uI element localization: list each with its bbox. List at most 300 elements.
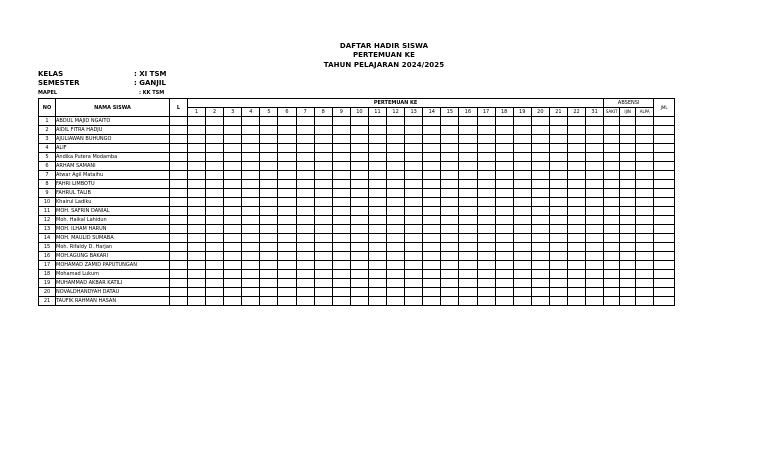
attendance-cell [332, 144, 350, 153]
attendance-cell [423, 225, 441, 234]
attendance-cell [405, 261, 423, 270]
attendance-cell [654, 243, 675, 252]
attendance-cell [604, 198, 620, 207]
attendance-cell [459, 198, 477, 207]
attendance-cell [549, 297, 567, 306]
attendance-cell [314, 243, 332, 252]
attendance-cell [188, 198, 206, 207]
attendance-cell [636, 270, 654, 279]
day-number-header: 9 [332, 108, 350, 117]
attendance-cell [314, 234, 332, 243]
attendance-cell [350, 297, 368, 306]
attendance-cell [350, 288, 368, 297]
attendance-cell [260, 180, 278, 189]
attendance-cell [405, 189, 423, 198]
attendance-cell [441, 243, 459, 252]
attendance-cell [405, 126, 423, 135]
attendance-cell [188, 180, 206, 189]
attendance-cell [654, 261, 675, 270]
attendance-cell [513, 117, 531, 126]
attendance-cell [441, 279, 459, 288]
attendance-cell [604, 144, 620, 153]
attendance-cell [296, 207, 314, 216]
attendance-cell [495, 261, 513, 270]
col-meeting-header: PERTEMUAN KE [188, 99, 604, 108]
attendance-cell [477, 207, 495, 216]
attendance-cell [636, 171, 654, 180]
attendance-cell [513, 171, 531, 180]
attendance-cell [350, 225, 368, 234]
attendance-cell [654, 189, 675, 198]
attendance-cell [188, 288, 206, 297]
attendance-cell [636, 243, 654, 252]
attendance-cell [387, 216, 405, 225]
attendance-cell [188, 162, 206, 171]
attendance-cell [549, 234, 567, 243]
student-name: Mohamad Lukum [56, 270, 170, 279]
attendance-cell [206, 144, 224, 153]
day-number-header: 4 [242, 108, 260, 117]
attendance-cell [567, 153, 585, 162]
attendance-cell [170, 234, 188, 243]
attendance-cell [224, 162, 242, 171]
attendance-cell [350, 261, 368, 270]
attendance-cell [368, 162, 386, 171]
attendance-cell [296, 180, 314, 189]
attendance-cell [387, 180, 405, 189]
table-row [39, 216, 675, 225]
student-no: 7 [39, 171, 56, 180]
attendance-cell [620, 117, 636, 126]
student-no: 2 [39, 126, 56, 135]
attendance-cell [423, 117, 441, 126]
day-number-header: 14 [423, 108, 441, 117]
attendance-cell [332, 171, 350, 180]
attendance-cell [296, 216, 314, 225]
attendance-cell [387, 270, 405, 279]
attendance-cell [296, 297, 314, 306]
attendance-cell [586, 207, 604, 216]
attendance-cell [260, 198, 278, 207]
attendance-cell [314, 279, 332, 288]
attendance-cell [206, 207, 224, 216]
attendance-cell [459, 252, 477, 261]
attendance-cell [387, 207, 405, 216]
attendance-cell [495, 126, 513, 135]
attendance-cell [513, 279, 531, 288]
student-no: 20 [39, 288, 56, 297]
attendance-cell [620, 225, 636, 234]
attendance-cell [495, 135, 513, 144]
attendance-cell [477, 198, 495, 207]
attendance-cell [636, 279, 654, 288]
attendance-cell [387, 144, 405, 153]
attendance-cell [654, 270, 675, 279]
attendance-cell [636, 261, 654, 270]
attendance-cell [654, 252, 675, 261]
table-row [39, 270, 675, 279]
student-no: 14 [39, 234, 56, 243]
attendance-cell [405, 234, 423, 243]
attendance-cell [296, 252, 314, 261]
day-number-header: 13 [405, 108, 423, 117]
attendance-cell [604, 126, 620, 135]
attendance-cell [586, 243, 604, 252]
attendance-cell [332, 279, 350, 288]
student-no: 11 [39, 207, 56, 216]
student-name: MOH. SAFRIN DANIAL [56, 207, 170, 216]
attendance-cell [495, 243, 513, 252]
attendance-cell [620, 171, 636, 180]
table-row [39, 162, 675, 171]
attendance-cell [405, 252, 423, 261]
day-number-header: 17 [477, 108, 495, 117]
attendance-cell [242, 162, 260, 171]
attendance-cell [387, 261, 405, 270]
attendance-cell [224, 126, 242, 135]
attendance-cell [332, 162, 350, 171]
attendance-cell [620, 288, 636, 297]
attendance-cell [260, 243, 278, 252]
attendance-cell [586, 216, 604, 225]
attendance-cell [260, 153, 278, 162]
attendance-cell [459, 207, 477, 216]
attendance-cell [206, 198, 224, 207]
attendance-cell [350, 207, 368, 216]
attendance-cell [567, 198, 585, 207]
attendance-cell [296, 261, 314, 270]
attendance-cell [296, 243, 314, 252]
attendance-cell [278, 288, 296, 297]
semester-label: SEMESTER [38, 79, 80, 87]
attendance-cell [549, 261, 567, 270]
attendance-cell [477, 189, 495, 198]
attendance-cell [188, 117, 206, 126]
attendance-cell [260, 225, 278, 234]
attendance-cell [170, 144, 188, 153]
attendance-cell [620, 153, 636, 162]
attendance-cell [224, 234, 242, 243]
attendance-cell [513, 270, 531, 279]
attendance-cell [278, 261, 296, 270]
attendance-cell [278, 207, 296, 216]
attendance-cell [387, 279, 405, 288]
attendance-cell [332, 117, 350, 126]
attendance-cell [586, 252, 604, 261]
absensi-sakit-header: SAKIT [604, 108, 620, 117]
attendance-cell [604, 279, 620, 288]
attendance-cell [459, 135, 477, 144]
student-name: Atwar Agil Mataihu [56, 171, 170, 180]
attendance-cell [260, 207, 278, 216]
attendance-cell [586, 288, 604, 297]
attendance-cell [368, 234, 386, 243]
attendance-cell [387, 234, 405, 243]
attendance-cell [567, 207, 585, 216]
table-row [39, 135, 675, 144]
attendance-cell [278, 126, 296, 135]
table-row [39, 180, 675, 189]
attendance-cell [387, 153, 405, 162]
attendance-cell [441, 198, 459, 207]
table-row [39, 126, 675, 135]
attendance-cell [368, 243, 386, 252]
day-number-header: 12 [387, 108, 405, 117]
attendance-cell [441, 252, 459, 261]
day-number-header: 6 [278, 108, 296, 117]
attendance-cell [206, 270, 224, 279]
attendance-cell [188, 234, 206, 243]
attendance-cell [459, 279, 477, 288]
attendance-cell [654, 180, 675, 189]
attendance-cell [405, 207, 423, 216]
attendance-cell [278, 171, 296, 180]
attendance-cell [513, 297, 531, 306]
attendance-cell [260, 135, 278, 144]
semester-value: : GANJIL [134, 79, 166, 87]
attendance-cell [224, 288, 242, 297]
attendance-cell [350, 279, 368, 288]
attendance-cell [224, 216, 242, 225]
attendance-cell [405, 162, 423, 171]
attendance-cell [260, 171, 278, 180]
attendance-cell [296, 117, 314, 126]
attendance-cell [513, 189, 531, 198]
student-no: 8 [39, 180, 56, 189]
student-no: 6 [39, 162, 56, 171]
attendance-cell [423, 126, 441, 135]
attendance-cell [332, 216, 350, 225]
attendance-cell [620, 162, 636, 171]
attendance-cell [441, 288, 459, 297]
attendance-cell [636, 117, 654, 126]
table-row [39, 243, 675, 252]
student-no: 13 [39, 225, 56, 234]
attendance-cell [477, 243, 495, 252]
student-name: TAUFIK RAHMAN HASAN [56, 297, 170, 306]
attendance-cell [242, 297, 260, 306]
attendance-cell [636, 180, 654, 189]
attendance-cell [586, 171, 604, 180]
attendance-cell [513, 252, 531, 261]
attendance-cell [636, 297, 654, 306]
attendance-cell [531, 297, 549, 306]
attendance-cell [224, 243, 242, 252]
doc-title: DAFTAR HADIR SISWA [339, 42, 429, 50]
student-no: 4 [39, 144, 56, 153]
attendance-cell [206, 189, 224, 198]
attendance-cell [387, 297, 405, 306]
attendance-cell [296, 288, 314, 297]
attendance-cell [188, 189, 206, 198]
attendance-cell [495, 162, 513, 171]
attendance-cell [368, 252, 386, 261]
attendance-cell [206, 297, 224, 306]
attendance-cell [314, 162, 332, 171]
attendance-cell [620, 144, 636, 153]
attendance-cell [188, 225, 206, 234]
attendance-cell [636, 225, 654, 234]
attendance-cell [170, 135, 188, 144]
attendance-cell [405, 297, 423, 306]
attendance-cell [604, 270, 620, 279]
table-row [39, 189, 675, 198]
attendance-cell [332, 153, 350, 162]
attendance-cell [278, 180, 296, 189]
attendance-cell [549, 198, 567, 207]
attendance-cell [405, 135, 423, 144]
attendance-cell [368, 189, 386, 198]
attendance-cell [368, 153, 386, 162]
attendance-cell [260, 252, 278, 261]
attendance-cell [387, 117, 405, 126]
student-no: 17 [39, 261, 56, 270]
attendance-cell [423, 144, 441, 153]
attendance-cell [206, 171, 224, 180]
attendance-cell [314, 135, 332, 144]
attendance-cell [170, 180, 188, 189]
attendance-cell [242, 234, 260, 243]
attendance-cell [495, 198, 513, 207]
attendance-cell [586, 297, 604, 306]
attendance-cell [242, 270, 260, 279]
attendance-cell [224, 270, 242, 279]
attendance-cell [170, 225, 188, 234]
attendance-cell [242, 153, 260, 162]
attendance-cell [459, 216, 477, 225]
attendance-cell [495, 288, 513, 297]
attendance-cell [620, 180, 636, 189]
col-absensi-header: ABSENSI [604, 99, 654, 108]
attendance-cell [368, 288, 386, 297]
attendance-cell [314, 189, 332, 198]
attendance-cell [441, 171, 459, 180]
attendance-cell [477, 252, 495, 261]
attendance-cell [350, 243, 368, 252]
attendance-cell [188, 243, 206, 252]
attendance-cell [188, 270, 206, 279]
attendance-cell [206, 279, 224, 288]
attendance-cell [387, 189, 405, 198]
attendance-cell [332, 135, 350, 144]
attendance-cell [477, 216, 495, 225]
attendance-cell [278, 270, 296, 279]
attendance-cell [477, 126, 495, 135]
attendance-cell [549, 117, 567, 126]
attendance-cell [260, 297, 278, 306]
attendance-cell [459, 225, 477, 234]
attendance-cell [314, 117, 332, 126]
student-no: 21 [39, 297, 56, 306]
attendance-cell [350, 216, 368, 225]
attendance-cell [423, 216, 441, 225]
attendance-cell [531, 180, 549, 189]
attendance-cell [242, 243, 260, 252]
attendance-cell [441, 135, 459, 144]
attendance-cell [531, 234, 549, 243]
attendance-cell [620, 234, 636, 243]
attendance-cell [567, 234, 585, 243]
attendance-cell [242, 126, 260, 135]
attendance-cell [567, 216, 585, 225]
attendance-cell [296, 234, 314, 243]
student-no: 18 [39, 270, 56, 279]
attendance-cell [604, 225, 620, 234]
day-number-header: 2 [206, 108, 224, 117]
attendance-cell [567, 261, 585, 270]
attendance-cell [278, 234, 296, 243]
attendance-cell [224, 153, 242, 162]
attendance-cell [513, 207, 531, 216]
attendance-cell [531, 153, 549, 162]
attendance-cell [278, 225, 296, 234]
attendance-cell [477, 288, 495, 297]
attendance-cell [296, 279, 314, 288]
attendance-cell [260, 288, 278, 297]
attendance-cell [314, 144, 332, 153]
attendance-cell [620, 198, 636, 207]
table-row [39, 279, 675, 288]
student-name: MOH. MAULID SUMABA [56, 234, 170, 243]
attendance-cell [459, 288, 477, 297]
attendance-cell [423, 243, 441, 252]
attendance-cell [278, 162, 296, 171]
table-row [39, 153, 675, 162]
attendance-cell [495, 207, 513, 216]
attendance-cell [170, 270, 188, 279]
attendance-cell [405, 216, 423, 225]
attendance-cell [296, 270, 314, 279]
student-name: ABDUL MAJID NGAITO [56, 117, 170, 126]
attendance-cell [604, 171, 620, 180]
attendance-cell [224, 279, 242, 288]
attendance-cell [636, 252, 654, 261]
attendance-cell [620, 270, 636, 279]
attendance-cell [170, 216, 188, 225]
attendance-cell [314, 126, 332, 135]
attendance-cell [549, 279, 567, 288]
attendance-cell [387, 198, 405, 207]
attendance-cell [332, 297, 350, 306]
attendance-cell [423, 288, 441, 297]
attendance-cell [567, 189, 585, 198]
attendance-cell [477, 225, 495, 234]
attendance-cell [513, 162, 531, 171]
attendance-cell [620, 261, 636, 270]
attendance-cell [314, 225, 332, 234]
attendance-cell [654, 135, 675, 144]
attendance-cell [368, 270, 386, 279]
attendance-cell [314, 180, 332, 189]
header-row-top [39, 99, 675, 108]
attendance-cell [531, 216, 549, 225]
attendance-cell [604, 243, 620, 252]
attendance-cell [531, 207, 549, 216]
kelas-value: : XI TSM [134, 70, 167, 78]
attendance-cell [604, 117, 620, 126]
attendance-cell [296, 198, 314, 207]
attendance-cell [441, 261, 459, 270]
attendance-cell [477, 234, 495, 243]
attendance-cell [459, 117, 477, 126]
attendance-cell [586, 189, 604, 198]
attendance-cell [332, 180, 350, 189]
attendance-cell [513, 261, 531, 270]
attendance-cell [368, 117, 386, 126]
attendance-cell [423, 270, 441, 279]
attendance-cell [513, 144, 531, 153]
attendance-cell [260, 216, 278, 225]
